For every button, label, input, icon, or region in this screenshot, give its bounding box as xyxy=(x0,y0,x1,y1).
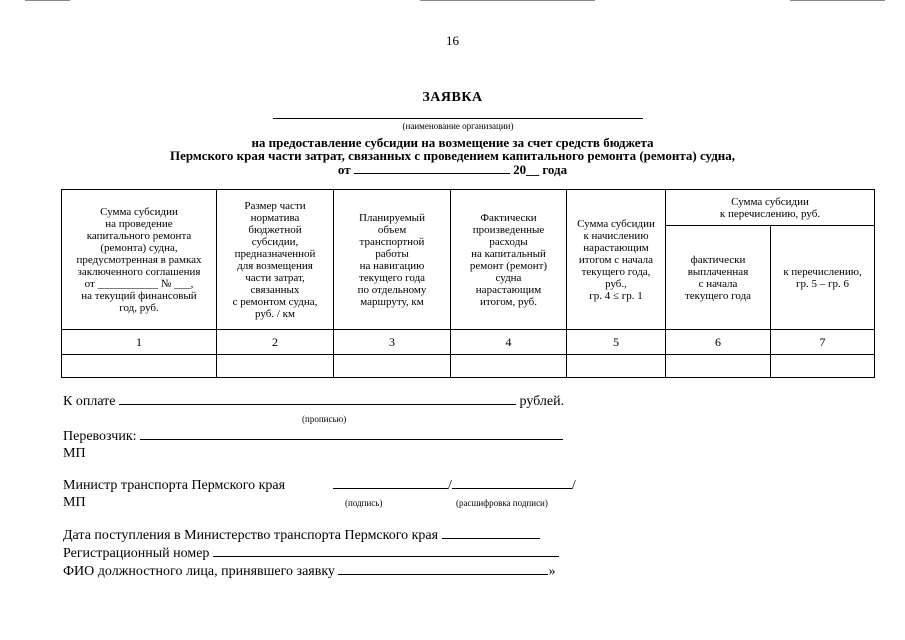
organization-name-line[interactable] xyxy=(273,118,643,119)
payment-caption: (прописью) xyxy=(302,414,347,424)
column-number: 2 xyxy=(217,330,334,355)
table-header-cell: Фактически произведенные расходы на капитальный ремонт (ремонт) судна нарастающим итогом, руб. xyxy=(451,190,567,330)
column-number: 6 xyxy=(666,330,771,355)
date-year: 20__ года xyxy=(513,162,568,177)
receipt-date-label: Дата поступления в Министерство транспорта Пермского края xyxy=(63,528,439,543)
official-label: ФИО должностного лица, принявшего заявку xyxy=(63,564,335,579)
column-number: 1 xyxy=(62,330,217,355)
table-group-header: Сумма субсидии к перечислению, руб. xyxy=(666,190,875,226)
official-suffix: » xyxy=(548,564,556,579)
table-row xyxy=(62,355,875,378)
receipt-date-row xyxy=(63,528,540,544)
subtitle-line-1: на предоставление субсидии на возмещение за счет средств бюджета xyxy=(251,135,654,150)
document-title: ЗАЯВКА xyxy=(422,90,483,105)
carrier-name-field[interactable] xyxy=(140,439,563,440)
decode-caption: (расшифровка подписи) xyxy=(456,498,548,508)
column-number: 7 xyxy=(771,330,875,355)
signature-caption: (подпись) xyxy=(345,498,383,508)
column-number-row xyxy=(62,330,875,355)
table-subheader-cell: к перечислению, гр. 5 – гр. 6 xyxy=(771,226,875,330)
scan-edge-right xyxy=(790,0,885,1)
payment-amount-field[interactable] xyxy=(119,404,516,405)
payment-unit: рублей. xyxy=(519,394,565,409)
receipt-date-field[interactable] xyxy=(442,538,540,539)
table-input-cell[interactable] xyxy=(334,355,451,378)
table-input-cell[interactable] xyxy=(451,355,567,378)
table-header-cell: Размер части норматива бюджетной субсидии, предназначенной для возмещения части затрат, связанных с ремонтом судна, руб. / км xyxy=(217,190,334,330)
column-number: 5 xyxy=(567,330,666,355)
table-input-cell[interactable] xyxy=(666,355,771,378)
column-number: 3 xyxy=(334,330,451,355)
subsidy-table xyxy=(61,189,875,378)
slash-separator: / xyxy=(571,478,576,493)
scan-edge-mid xyxy=(420,0,595,1)
table-subheader-cell: фактически выплаченная с начала текущего года xyxy=(666,226,771,330)
date-blank[interactable] xyxy=(354,162,510,174)
subtitle-line-3 xyxy=(0,162,905,178)
carrier-label: Перевозчик: xyxy=(63,429,137,444)
minister-decode-field[interactable] xyxy=(452,488,572,489)
payment-row xyxy=(63,394,564,410)
table-header-cell: Сумма субсидии на проведение капитального ремонта (ремонта) судна, предусмотренная в рамках заключенного соглашения от ___________ № ___, на текущий финансовый год, руб. xyxy=(62,190,217,330)
organization-name-caption: (наименование организации) xyxy=(402,121,514,131)
table-header-cell: Планируемый объем транспортной работы на навигацию текущего года по отдельному маршруту, км xyxy=(334,190,451,330)
minister-signature-field[interactable] xyxy=(333,488,448,489)
official-row xyxy=(63,564,555,580)
registration-row xyxy=(63,546,559,562)
table-input-cell[interactable] xyxy=(567,355,666,378)
date-prefix: от xyxy=(337,162,351,177)
table-input-cell[interactable] xyxy=(217,355,334,378)
carrier-stamp: МП xyxy=(63,446,86,461)
minister-stamp: МП xyxy=(63,495,86,510)
minister-signature-row xyxy=(333,478,576,494)
slash-separator: / xyxy=(448,478,452,493)
subtitle-line-2: Пермского края части затрат, связанных с проведением капитального ремонта (ремонта) судна, xyxy=(169,148,736,163)
table-header-cell: Сумма субсидии к начислению нарастающим итогом с начала текущего года, руб., гр. 4 ≤ гр. 1 xyxy=(567,190,666,330)
registration-label: Регистрационный номер xyxy=(63,546,210,561)
registration-number-field[interactable] xyxy=(213,556,559,557)
table-input-cell[interactable] xyxy=(62,355,217,378)
table-input-cell[interactable] xyxy=(771,355,875,378)
minister-label: Министр транспорта Пермского края xyxy=(63,478,286,493)
payment-label: К оплате xyxy=(63,394,116,409)
official-name-field[interactable] xyxy=(338,574,548,575)
column-number: 4 xyxy=(451,330,567,355)
page-number: 16 xyxy=(446,33,459,48)
carrier-row xyxy=(63,429,563,445)
scan-edge-left xyxy=(25,0,70,1)
